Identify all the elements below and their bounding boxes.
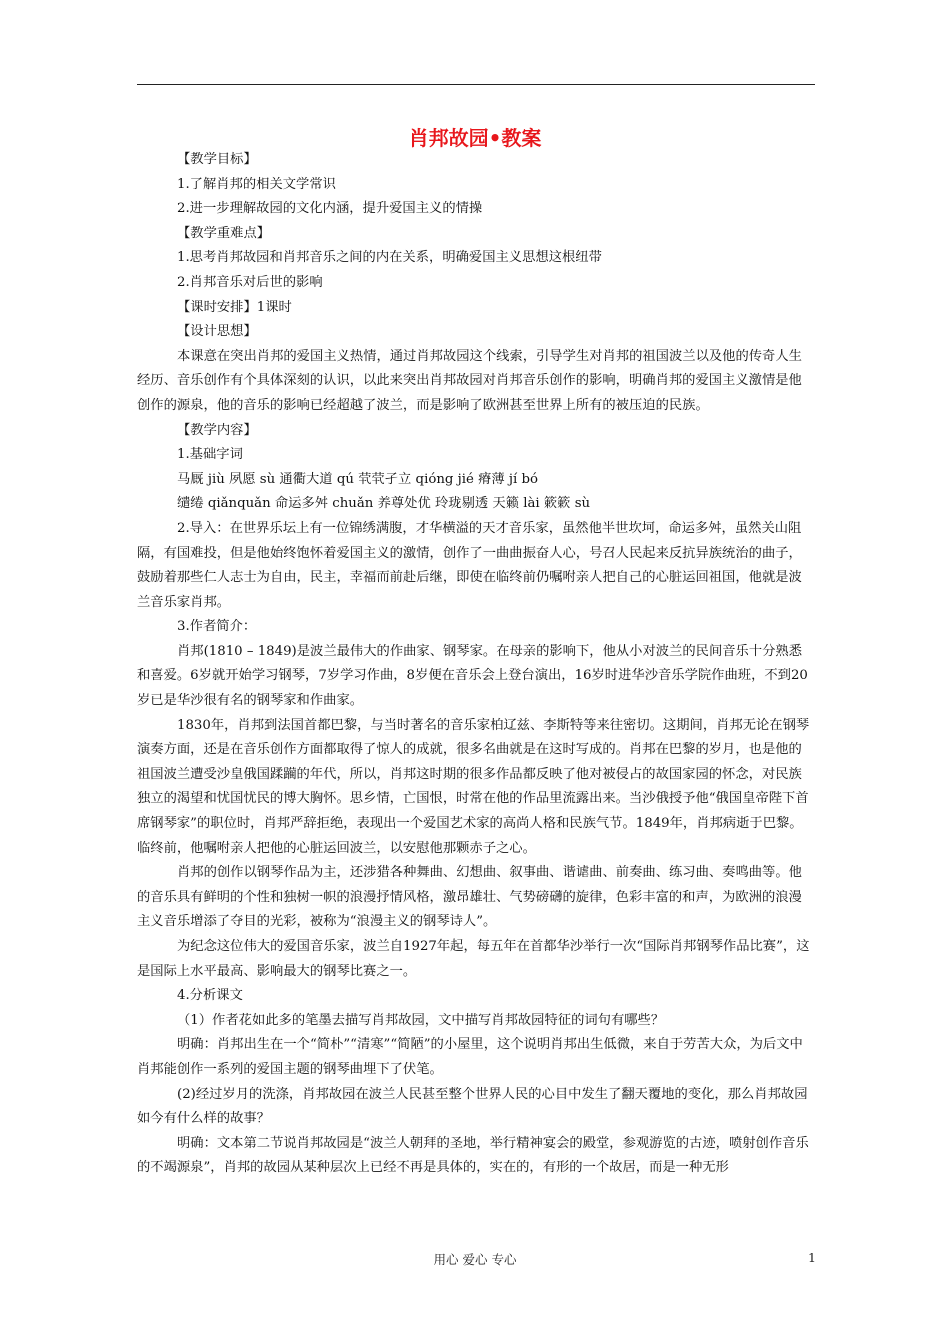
- author-paragraph: 为纪念这位伟大的爱国音乐家，波兰自1927年起，每五年在首都华沙举行一次“国际肖邦钢琴作品比赛”，这是国际上水平最高、影响最大的钢琴比赛之一。: [137, 939, 810, 979]
- header-rule: [137, 84, 815, 85]
- design-paragraph: 本课意在突出肖邦的爱国主义热情，通过肖邦故园这个线索，引导学生对肖邦的祖国波兰以及他的传奇人生经历、音乐创作有个具体深刻的认识，以此来突出肖邦故园对肖邦音乐创作的影响，明确肖邦的爱国主义激情是他创作的源泉，他的音乐的影响已经超越了波兰，而是影响了欧洲甚至世界上所有的被压迫的民族。: [137, 348, 802, 413]
- page-number: 1: [808, 1250, 816, 1265]
- key-point-item: 2.肖邦音乐对后世的影响: [177, 274, 323, 290]
- document-title: 肖邦故园•教案: [408, 126, 542, 150]
- vocabulary-line: 马厩 jiù 夙愿 sù 通衢大道 qú 茕茕孑立 qióng jié 瘠薄 jí bó: [177, 471, 539, 487]
- section-heading-design: 【设计思想】: [177, 324, 257, 340]
- section-heading-content: 【教学内容】: [177, 422, 257, 438]
- vocabulary-line: 缱绻 qiǎnquǎn 命运多舛 chuǎn 养尊处优 玲珑剔透 天籁 lài 簌簌 sù: [177, 496, 591, 512]
- author-paragraph: 肖邦的创作以钢琴作品为主，还涉猎各种舞曲、幻想曲、叙事曲、谐谑曲、前奏曲、练习曲、奏鸣曲等。他的音乐具有鲜明的个性和独树一帜的浪漫抒情风格，激昂雄壮、气势磅礴的旋律，色彩丰富的和声，为欧洲的浪漫主义音乐增添了夺目的光彩，被称为“浪漫主义的钢琴诗人”。: [137, 865, 802, 930]
- document-body: [137, 148, 815, 1181]
- analysis-question: (2)经过岁月的洗涤，肖邦故园在波兰人民甚至整个世界人民的心目中发生了翻天覆地的变化，那么肖邦故园 如今有什么样的故事？: [137, 1086, 808, 1127]
- author-paragraph: 肖邦(1810 – 1849)是波兰最伟大的作曲家、钢琴家。在母亲的影响下，他从小对波兰的民间音乐十分熟悉和喜爱。6岁就开始学习钢琴，7岁学习作曲，8岁便在音乐会上登台演出，16岁时进华沙音乐学院作曲班，不到20岁已是华沙很有名的钢琴家和作曲家。: [137, 643, 808, 709]
- vocabulary-heading: 1.基础字词: [177, 447, 243, 463]
- analysis-heading: 4.分析课文: [177, 988, 243, 1004]
- analysis-answer: 明确：文本第二节说肖邦故园是“波兰人朝拜的圣地，举行精神宴会的殿堂，参观游览的古迹，喷射创作音乐的不竭源泉”，肖邦的故园从某种层次上已经不再是具体的，实在的，有形的一个故居，而是一种无形: [137, 1135, 809, 1176]
- author-heading: 3.作者简介：: [177, 619, 257, 635]
- key-point-item: 1.思考肖邦故园和肖邦音乐之间的内在关系，明确爱国主义思想这根纽带: [177, 250, 602, 266]
- analysis-question: （1）作者花如此多的笔墨去描写肖邦故园，文中描写肖邦故园特征的词句有哪些？: [177, 1012, 665, 1028]
- introduction-paragraph: 2.导入：在世界乐坛上有一位锦绣满腹，才华横溢的天才音乐家，虽然他半世坎坷，命运多舛，虽然关山阻隔，有国难投，但是他始终饱怀着爱国主义的激情，创作了一曲曲振奋人心，号召人民起来反抗异族统治的曲子，鼓励着那些仁人志士为自由，民主，幸福而前赴后继，即使在临终前仍嘱咐亲人把自己的心脏运回祖国，他就是波兰音乐家肖邦。: [137, 520, 802, 610]
- goal-item: 1.了解肖邦的相关文学常识: [177, 176, 336, 192]
- section-heading-key-points: 【教学重难点】: [177, 225, 271, 241]
- analysis-answer: 明确：肖邦出生在一个“简朴”“清寒”“简陋”的小屋里，这个说明肖邦出生低微，来自于劳苦大众，为后文中肖邦能创作一系列的爱国主题的钢琴曲埋下了伏笔。: [137, 1037, 803, 1077]
- section-heading-schedule: 【课时安排】1课时: [177, 299, 292, 315]
- author-paragraph: 1830年，肖邦到法国首都巴黎，与当时著名的音乐家柏辽兹、李斯特等来往密切。这期间，肖邦无论在钢琴演奏方面，还是在音乐创作方面都取得了惊人的成就，很多名曲就是在这时写成的。肖邦在巴黎的岁月，也是他的祖国波兰遭受沙皇俄国蹂躏的年代，所以，肖邦这时期的很多作品都反映了他对被侵占的故国家园的怀念，对民族独立的渴望和忧国忧民的博大胸怀。思乡情，亡国恨，时常在他的作品里流露出来。当沙俄授予他“俄国皇帝陛下首席钢琴家”的职位时，肖邦严辞拒绝，表现出一个爱国艺术家的高尚人格和民族气节。1849年，肖邦病逝于巴黎。临终前，他嘱咐亲人把他的心脏运回波兰，以安慰他那颗赤子之心。: [137, 717, 810, 856]
- goal-item: 2.进一步理解故园的文化内涵，提升爱国主义的情操: [177, 201, 483, 217]
- section-heading-goals: 【教学目标】: [177, 152, 257, 167]
- page-footer: 用心 爱心 专心: [433, 1252, 517, 1267]
